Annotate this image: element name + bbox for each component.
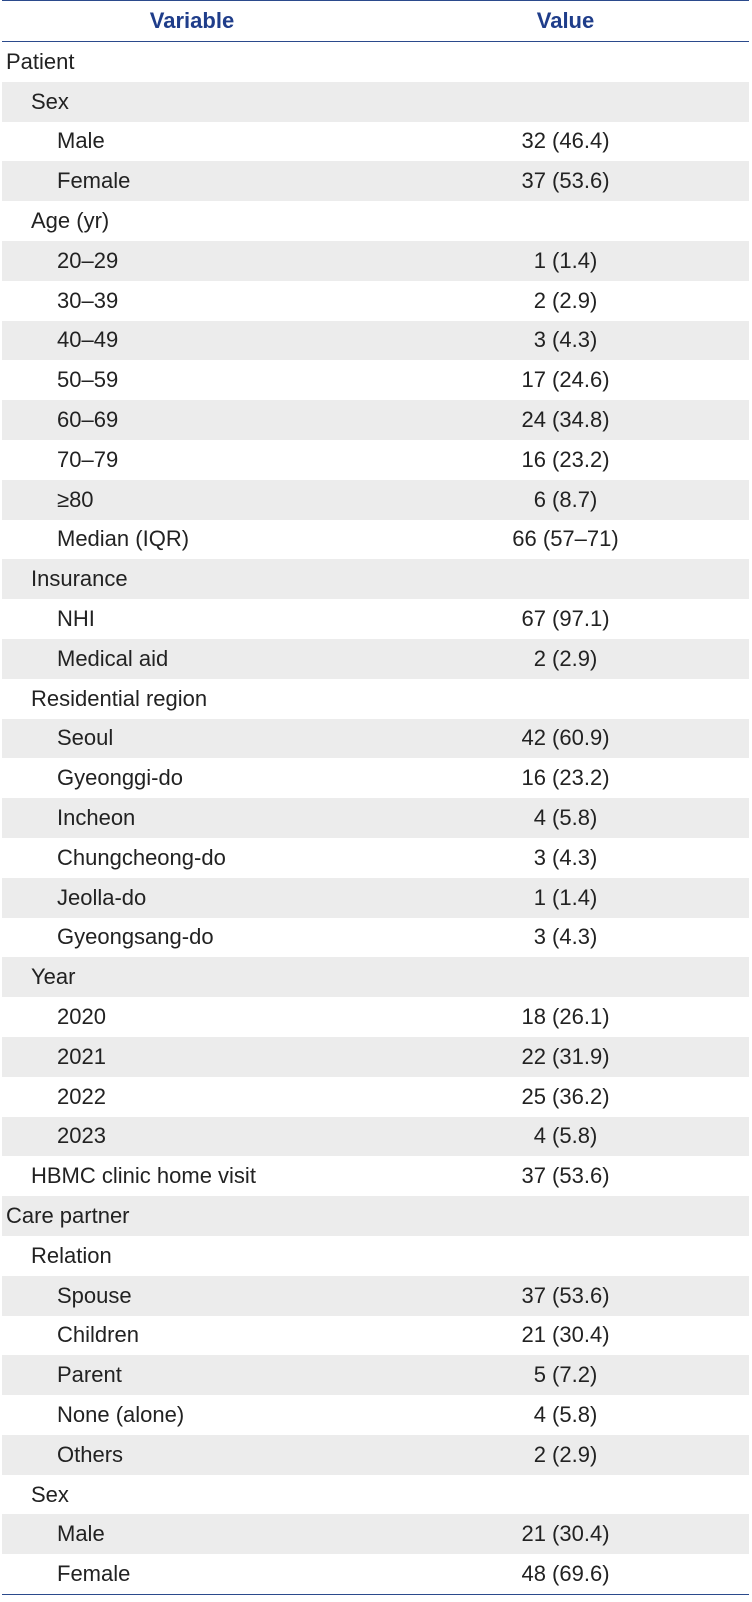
- row-label: Gyeonggi-do: [57, 765, 183, 791]
- table-row: [2, 878, 749, 918]
- table-row: [2, 201, 749, 241]
- row-label: Year: [31, 964, 76, 990]
- row-value: 5 (7.2): [533, 1362, 598, 1388]
- table-row: [2, 42, 749, 82]
- table-row: [2, 122, 749, 162]
- table-row: [2, 1355, 749, 1395]
- row-label: Jeolla-do: [57, 884, 147, 910]
- table-row: [2, 758, 749, 798]
- table-row: [2, 161, 749, 201]
- table-row: [2, 679, 749, 719]
- row-value: 67 (97.1): [521, 606, 610, 632]
- row-label: Children: [57, 1322, 139, 1348]
- table-row: [2, 1077, 749, 1117]
- row-label: Parent: [57, 1362, 122, 1388]
- row-label: Sex: [31, 1481, 69, 1507]
- row-label: Relation: [31, 1242, 112, 1268]
- row-value: 6 (8.7): [533, 486, 598, 512]
- row-label: Incheon: [57, 805, 136, 831]
- row-label: 2023: [57, 1123, 106, 1149]
- table-row: [2, 1435, 749, 1475]
- table-body: [2, 42, 749, 1594]
- table-row: [2, 798, 749, 838]
- table-row: [2, 1037, 749, 1077]
- table-row: [2, 1156, 749, 1196]
- row-value: 17 (24.6): [521, 367, 610, 393]
- table-row: [2, 1196, 749, 1236]
- table-row: [2, 599, 749, 639]
- row-label: 20–29: [57, 247, 119, 273]
- row-label: Female: [57, 168, 131, 194]
- row-label: Chungcheong-do: [57, 844, 226, 870]
- row-value: 3 (4.3): [533, 924, 598, 950]
- table-row: [2, 559, 749, 599]
- row-value: 16 (23.2): [521, 765, 610, 791]
- row-value: 3 (4.3): [533, 327, 598, 353]
- row-label: Others: [57, 1441, 124, 1467]
- row-label: Median (IQR): [57, 526, 190, 552]
- row-value: 2 (2.9): [533, 1441, 598, 1467]
- row-label: 2020: [57, 1004, 106, 1030]
- table-header: [2, 0, 749, 42]
- table-row: [2, 82, 749, 122]
- row-value: 1 (1.4): [533, 884, 598, 910]
- row-value: 1 (1.4): [533, 247, 598, 273]
- row-value: 22 (31.9): [521, 1043, 610, 1069]
- row-value: 4 (5.8): [533, 1123, 598, 1149]
- data-table: [2, 0, 749, 1595]
- row-label: 2021: [57, 1043, 106, 1069]
- row-value: 4 (5.8): [533, 805, 598, 831]
- table-bottom-rule: [2, 1594, 749, 1595]
- table-row: [2, 1316, 749, 1356]
- header-variable: Variable: [149, 8, 235, 33]
- table-row: [2, 520, 749, 560]
- table-row: [2, 321, 749, 361]
- row-label: Insurance: [31, 566, 128, 592]
- row-value: 66 (57–71): [512, 526, 619, 552]
- row-value: 21 (30.4): [521, 1521, 610, 1547]
- table-row: [2, 918, 749, 958]
- table-row: [2, 639, 749, 679]
- table-row: [2, 1117, 749, 1157]
- row-label: Patient: [6, 48, 75, 74]
- row-value: 37 (53.6): [521, 1282, 610, 1308]
- row-label: ≥80: [57, 486, 94, 512]
- row-value: 4 (5.8): [533, 1401, 598, 1427]
- table-row: [2, 1514, 749, 1554]
- table-row: [2, 1276, 749, 1316]
- row-label: 40–49: [57, 327, 119, 353]
- row-label: Male: [57, 128, 105, 154]
- table-row: [2, 360, 749, 400]
- table-row: [2, 400, 749, 440]
- row-value: 37 (53.6): [521, 1163, 610, 1189]
- row-label: 70–79: [57, 446, 119, 472]
- table-row: [2, 957, 749, 997]
- row-label: Spouse: [57, 1282, 132, 1308]
- row-value: 2 (2.9): [533, 287, 598, 313]
- row-value: 2 (2.9): [533, 645, 598, 671]
- row-value: 32 (46.4): [521, 128, 610, 154]
- row-label: Female: [57, 1561, 131, 1587]
- table-row: [2, 1236, 749, 1276]
- table-row: [2, 281, 749, 321]
- row-label: Seoul: [57, 725, 114, 751]
- table-row: [2, 997, 749, 1037]
- table-row: [2, 838, 749, 878]
- row-label: Care partner: [6, 1203, 130, 1228]
- row-label: 50–59: [57, 367, 119, 393]
- row-label: Sex: [31, 88, 69, 114]
- row-label: Age (yr): [31, 208, 110, 234]
- row-value: 21 (30.4): [521, 1322, 610, 1348]
- table-row: [2, 1475, 749, 1515]
- row-value: 25 (36.2): [521, 1083, 610, 1109]
- table-row: [2, 1395, 749, 1435]
- table-row: [2, 241, 749, 281]
- table-row: [2, 480, 749, 520]
- row-label: NHI: [57, 606, 95, 632]
- row-value: 3 (4.3): [533, 844, 598, 870]
- row-label: HBMC clinic home visit: [31, 1163, 256, 1189]
- header-value: Value: [536, 8, 595, 33]
- row-label: Medical aid: [57, 645, 169, 671]
- row-label: 30–39: [57, 287, 119, 313]
- table-row: [2, 440, 749, 480]
- row-value: 18 (26.1): [521, 1004, 610, 1030]
- row-value: 42 (60.9): [521, 725, 610, 751]
- row-value: 37 (53.6): [521, 168, 610, 194]
- row-value: 24 (34.8): [521, 407, 610, 433]
- row-label: Residential region: [31, 685, 208, 711]
- table-row: [2, 1554, 749, 1594]
- row-label: 60–69: [57, 407, 119, 433]
- table-row: [2, 719, 749, 759]
- row-label: Male: [57, 1521, 105, 1547]
- row-value: 16 (23.2): [521, 446, 610, 472]
- row-value: 48 (69.6): [521, 1561, 610, 1587]
- row-label: 2022: [57, 1083, 106, 1109]
- row-label: None (alone): [57, 1401, 185, 1427]
- row-label: Gyeongsang-do: [57, 924, 214, 950]
